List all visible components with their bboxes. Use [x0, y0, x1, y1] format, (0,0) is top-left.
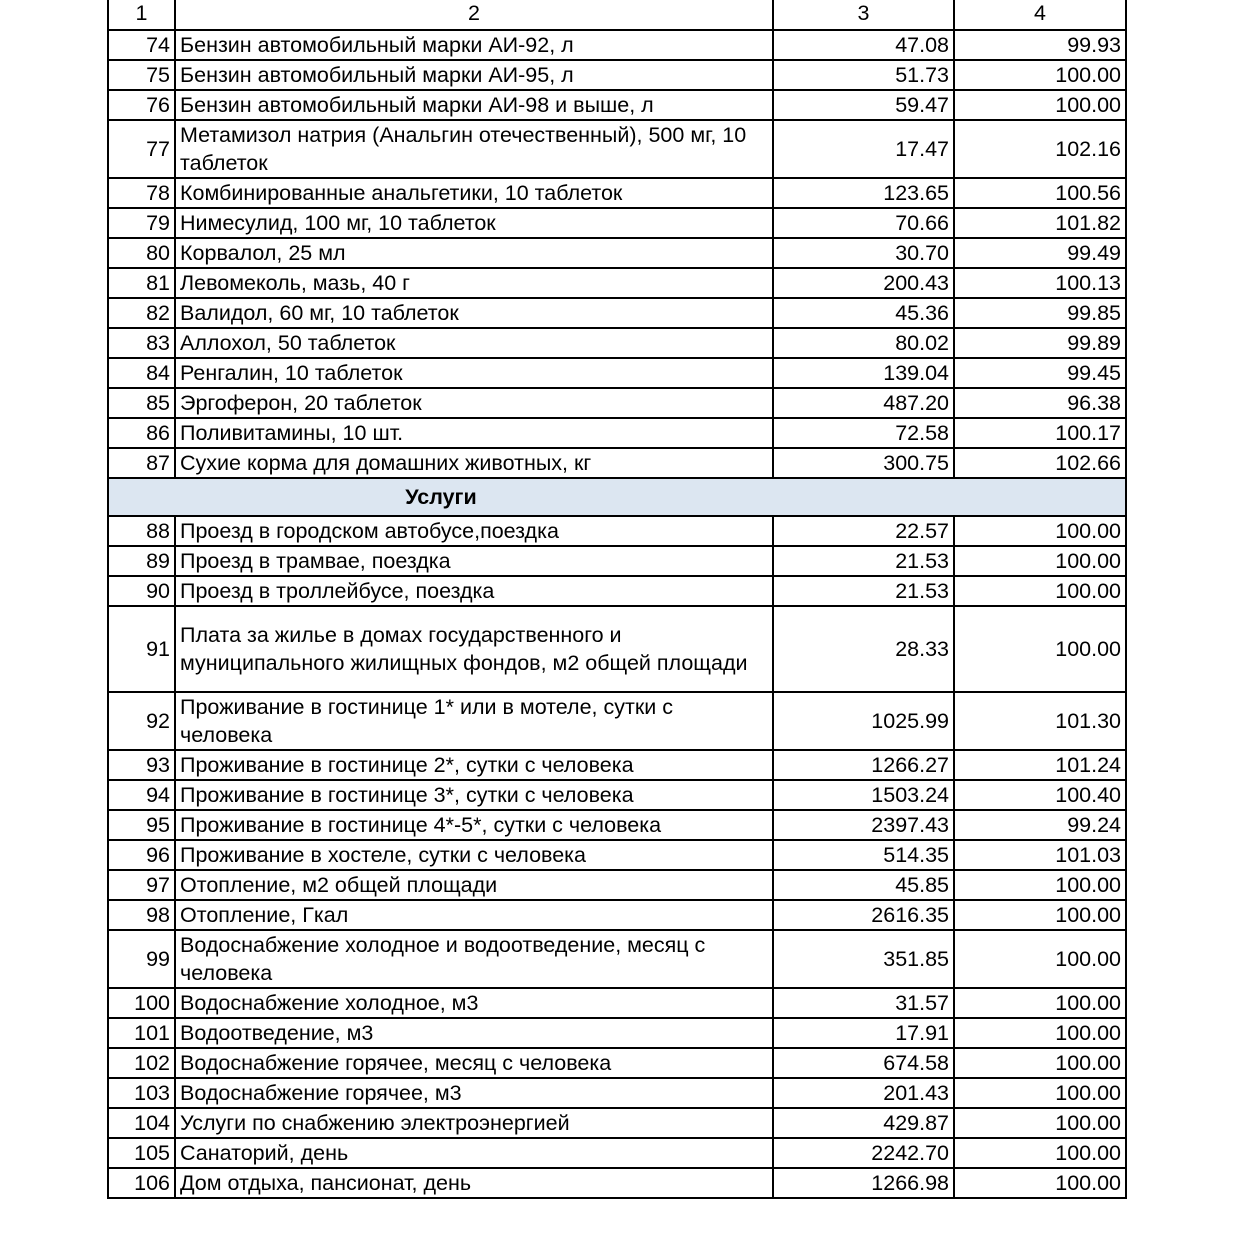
table-row	[108, 268, 1126, 298]
item-name: Поливитамины, 10 шт.	[175, 418, 773, 448]
table-row	[108, 388, 1126, 418]
row-number: 82	[108, 298, 175, 328]
item-name: Бензин автомобильный марки АИ-98 и выше, л	[175, 90, 773, 120]
item-name: Водоотведение, м3	[175, 1018, 773, 1048]
row-number: 87	[108, 448, 175, 478]
item-price: 17.47	[773, 120, 954, 178]
item-price: 123.65	[773, 178, 954, 208]
item-index: 100.00	[954, 930, 1126, 988]
row-number: 96	[108, 840, 175, 870]
item-index: 100.00	[954, 1048, 1126, 1078]
item-name: Водоснабжение горячее, месяц с человека	[175, 1048, 773, 1078]
item-index: 100.00	[954, 60, 1126, 90]
item-name: Услуги по снабжению электроэнергией	[175, 1108, 773, 1138]
item-price: 2397.43	[773, 810, 954, 840]
table-row	[108, 840, 1126, 870]
row-number: 105	[108, 1138, 175, 1168]
item-index: 99.45	[954, 358, 1126, 388]
table-row	[108, 870, 1126, 900]
row-number: 90	[108, 576, 175, 606]
row-number: 98	[108, 900, 175, 930]
item-price: 22.57	[773, 516, 954, 546]
table-row	[108, 1048, 1126, 1078]
item-index: 100.00	[954, 900, 1126, 930]
item-price: 1025.99	[773, 692, 954, 750]
table-row	[108, 780, 1126, 810]
item-name: Проезд в трамвае, поездка	[175, 546, 773, 576]
section-header-filler	[773, 478, 1126, 516]
table-row	[108, 810, 1126, 840]
item-price: 28.33	[773, 606, 954, 692]
section-header-row	[108, 478, 1126, 516]
item-price: 429.87	[773, 1108, 954, 1138]
row-number: 91	[108, 606, 175, 692]
item-index: 101.03	[954, 840, 1126, 870]
item-price: 2616.35	[773, 900, 954, 930]
item-price: 31.57	[773, 988, 954, 1018]
row-number: 104	[108, 1108, 175, 1138]
item-index: 100.00	[954, 1078, 1126, 1108]
item-name: Бензин автомобильный марки АИ-95, л	[175, 60, 773, 90]
row-number: 102	[108, 1048, 175, 1078]
item-index: 99.85	[954, 298, 1126, 328]
table-row	[108, 30, 1126, 60]
row-number: 89	[108, 546, 175, 576]
row-number: 76	[108, 90, 175, 120]
table-row	[108, 298, 1126, 328]
row-number: 83	[108, 328, 175, 358]
table-row	[108, 120, 1126, 178]
item-name: Комбинированные анальгетики, 10 таблеток	[175, 178, 773, 208]
table-row	[108, 328, 1126, 358]
table-row	[108, 988, 1126, 1018]
item-price: 514.35	[773, 840, 954, 870]
item-price: 80.02	[773, 328, 954, 358]
row-number: 78	[108, 178, 175, 208]
item-price: 59.47	[773, 90, 954, 120]
item-name: Водоснабжение холодное, м3	[175, 988, 773, 1018]
row-number: 79	[108, 208, 175, 238]
item-name: Проживание в гостинице 4*-5*, сутки с человека	[175, 810, 773, 840]
goods-rows	[108, 30, 1126, 478]
item-index: 100.00	[954, 546, 1126, 576]
table-row	[108, 90, 1126, 120]
item-price: 674.58	[773, 1048, 954, 1078]
row-number: 86	[108, 418, 175, 448]
item-index: 100.00	[954, 1018, 1126, 1048]
column-header-2: 2	[175, 0, 773, 30]
item-name: Проезд в троллейбусе, поездка	[175, 576, 773, 606]
table-row	[108, 692, 1126, 750]
item-price: 200.43	[773, 268, 954, 298]
item-name: Водоснабжение холодное и водоотведение, месяц с человека	[175, 930, 773, 988]
row-number: 101	[108, 1018, 175, 1048]
table-row	[108, 1078, 1126, 1108]
item-price: 17.91	[773, 1018, 954, 1048]
row-number: 80	[108, 238, 175, 268]
item-index: 100.00	[954, 606, 1126, 692]
item-index: 100.13	[954, 268, 1126, 298]
column-header-3: 3	[773, 0, 954, 30]
item-name: Проживание в гостинице 2*, сутки с человека	[175, 750, 773, 780]
table-row	[108, 448, 1126, 478]
table-row	[108, 1168, 1126, 1198]
item-index: 100.40	[954, 780, 1126, 810]
item-name: Левомеколь, мазь, 40 г	[175, 268, 773, 298]
table-row	[108, 208, 1126, 238]
price-table	[107, 0, 1127, 1199]
item-price: 30.70	[773, 238, 954, 268]
item-price: 45.85	[773, 870, 954, 900]
item-name: Проживание в гостинице 3*, сутки с человека	[175, 780, 773, 810]
item-index: 100.00	[954, 1168, 1126, 1198]
row-number: 97	[108, 870, 175, 900]
item-price: 21.53	[773, 546, 954, 576]
table-row	[108, 60, 1126, 90]
row-number: 100	[108, 988, 175, 1018]
table-row	[108, 238, 1126, 268]
row-number: 81	[108, 268, 175, 298]
row-number: 95	[108, 810, 175, 840]
row-number: 77	[108, 120, 175, 178]
row-number: 103	[108, 1078, 175, 1108]
item-price: 51.73	[773, 60, 954, 90]
table-row	[108, 1108, 1126, 1138]
item-name: Метамизол натрия (Анальгин отечественный), 500 мг, 10 таблеток	[175, 120, 773, 178]
item-index: 100.00	[954, 516, 1126, 546]
item-name: Водоснабжение горячее, м3	[175, 1078, 773, 1108]
item-index: 100.00	[954, 90, 1126, 120]
item-name: Проживание в гостинице 1* или в мотеле, сутки с человека	[175, 692, 773, 750]
item-index: 100.00	[954, 1138, 1126, 1168]
table-row	[108, 1018, 1126, 1048]
item-price: 21.53	[773, 576, 954, 606]
item-name: Бензин автомобильный марки АИ-92, л	[175, 30, 773, 60]
row-number: 92	[108, 692, 175, 750]
item-index: 100.00	[954, 1108, 1126, 1138]
item-name: Валидол, 60 мг, 10 таблеток	[175, 298, 773, 328]
item-price: 1266.98	[773, 1168, 954, 1198]
item-price: 139.04	[773, 358, 954, 388]
item-price: 1266.27	[773, 750, 954, 780]
item-price: 487.20	[773, 388, 954, 418]
item-name: Нимесулид, 100 мг, 10 таблеток	[175, 208, 773, 238]
item-price: 1503.24	[773, 780, 954, 810]
item-name: Плата за жилье в домах государственного и муниципального жилищных фондов, м2 общей площади	[175, 606, 773, 692]
item-index: 101.30	[954, 692, 1126, 750]
item-name: Отопление, Гкал	[175, 900, 773, 930]
item-index: 100.00	[954, 576, 1126, 606]
row-number: 74	[108, 30, 175, 60]
item-index: 99.93	[954, 30, 1126, 60]
item-price: 70.66	[773, 208, 954, 238]
table-row	[108, 178, 1126, 208]
table-row	[108, 418, 1126, 448]
table-row	[108, 930, 1126, 988]
row-number: 85	[108, 388, 175, 418]
section-title: Услуги	[108, 478, 773, 516]
row-number: 84	[108, 358, 175, 388]
row-number: 93	[108, 750, 175, 780]
item-index: 99.24	[954, 810, 1126, 840]
column-header-4: 4	[954, 0, 1126, 30]
item-index: 96.38	[954, 388, 1126, 418]
row-number: 94	[108, 780, 175, 810]
table-row	[108, 900, 1126, 930]
item-index: 100.56	[954, 178, 1126, 208]
item-index: 101.24	[954, 750, 1126, 780]
table-row	[108, 546, 1126, 576]
column-number-header-row	[108, 0, 1126, 30]
table-row	[108, 606, 1126, 692]
item-name: Сухие корма для домашних животных, кг	[175, 448, 773, 478]
table-row	[108, 750, 1126, 780]
item-index: 100.17	[954, 418, 1126, 448]
item-name: Санаторий, день	[175, 1138, 773, 1168]
item-name: Отопление, м2 общей площади	[175, 870, 773, 900]
item-name: Корвалол, 25 мл	[175, 238, 773, 268]
item-name: Аллохол, 50 таблеток	[175, 328, 773, 358]
row-number: 75	[108, 60, 175, 90]
item-price: 45.36	[773, 298, 954, 328]
row-number: 88	[108, 516, 175, 546]
item-index: 102.66	[954, 448, 1126, 478]
row-number: 99	[108, 930, 175, 988]
item-name: Ренгалин, 10 таблеток	[175, 358, 773, 388]
item-price: 351.85	[773, 930, 954, 988]
item-name: Эргоферон, 20 таблеток	[175, 388, 773, 418]
item-price: 72.58	[773, 418, 954, 448]
services-rows	[108, 516, 1126, 1198]
item-index: 100.00	[954, 988, 1126, 1018]
table-row	[108, 1138, 1126, 1168]
table-row	[108, 358, 1126, 388]
item-index: 99.49	[954, 238, 1126, 268]
table-row	[108, 576, 1126, 606]
column-header-1: 1	[108, 0, 175, 30]
item-price: 47.08	[773, 30, 954, 60]
item-name: Дом отдыха, пансионат, день	[175, 1168, 773, 1198]
row-number: 106	[108, 1168, 175, 1198]
item-name: Проживание в хостеле, сутки с человека	[175, 840, 773, 870]
table-row	[108, 516, 1126, 546]
item-index: 100.00	[954, 870, 1126, 900]
item-price: 201.43	[773, 1078, 954, 1108]
services-section	[108, 478, 1126, 516]
item-price: 2242.70	[773, 1138, 954, 1168]
item-index: 102.16	[954, 120, 1126, 178]
item-index: 99.89	[954, 328, 1126, 358]
item-name: Проезд в городском автобусе,поездка	[175, 516, 773, 546]
item-index: 101.82	[954, 208, 1126, 238]
item-price: 300.75	[773, 448, 954, 478]
